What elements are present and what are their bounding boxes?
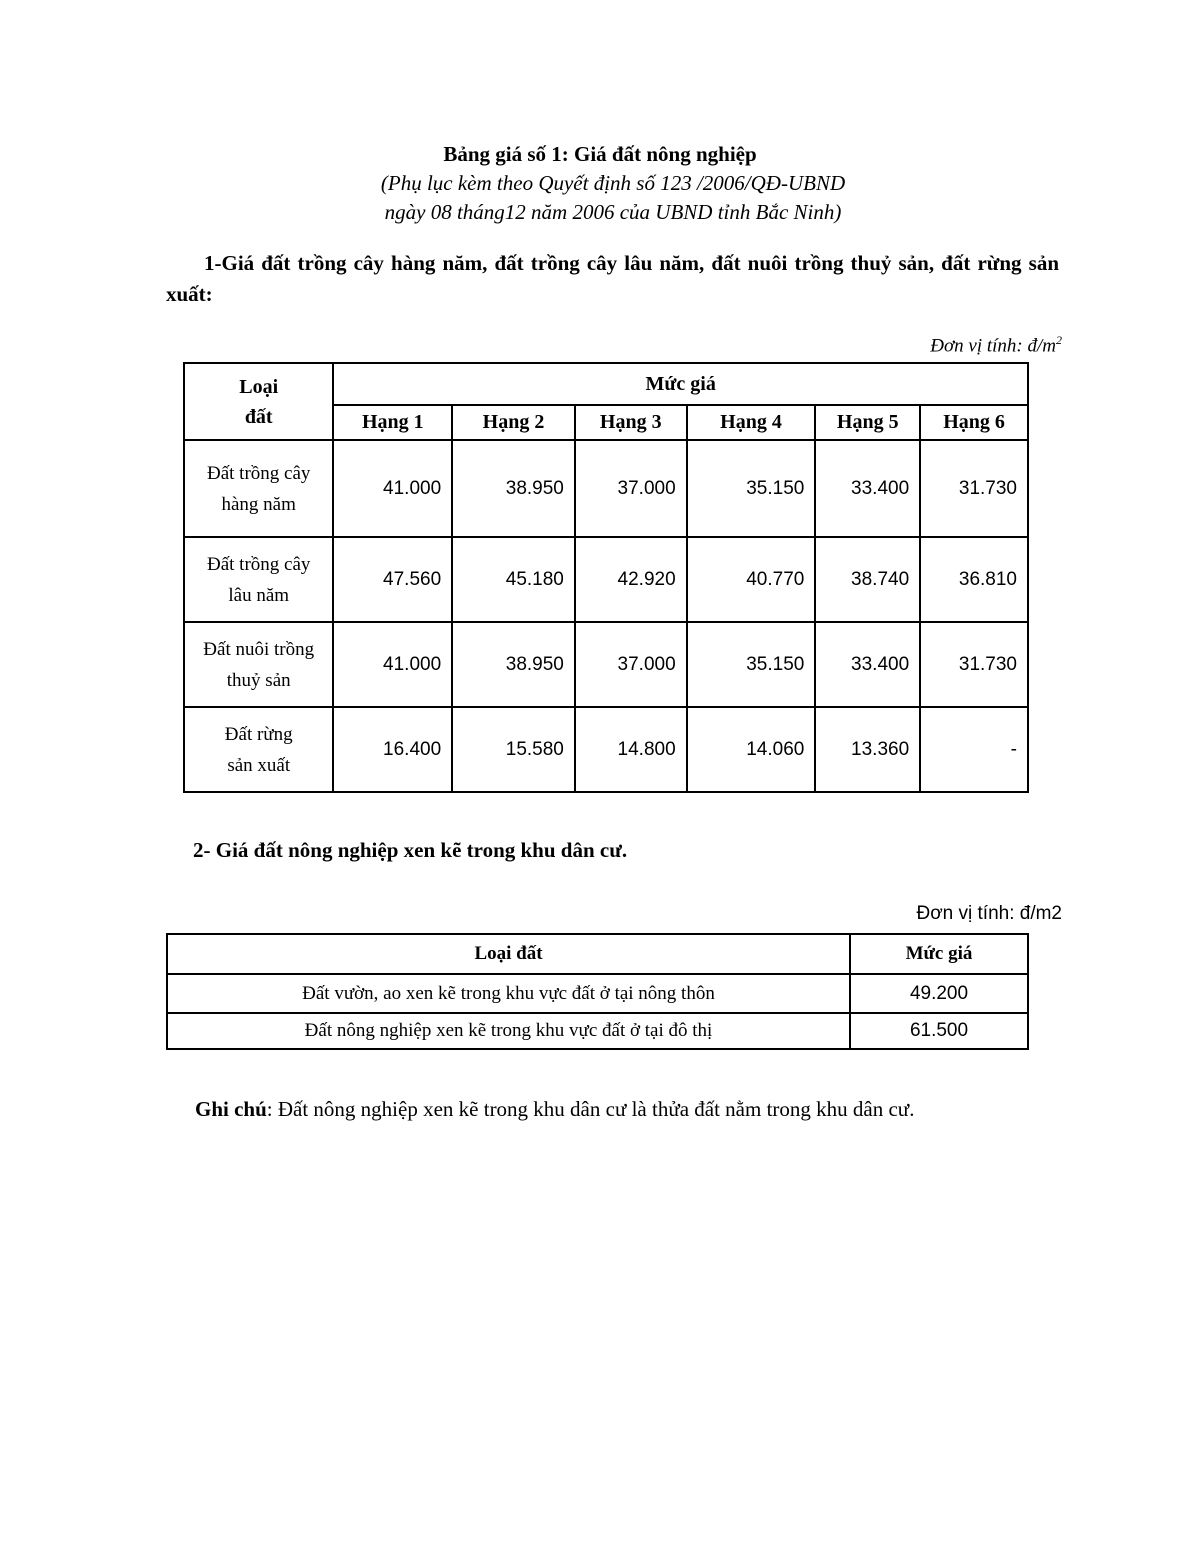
price-cell: 42.920 — [575, 537, 687, 622]
land-type-cell — [184, 537, 333, 622]
table-row — [167, 974, 1028, 1013]
price-cell: 15.580 — [452, 707, 575, 792]
price-cell: 40.770 — [687, 537, 816, 622]
note-text: : Đất nông nghiệp xen kẽ trong khu dân cư là thửa đất nằm trong khu dân cư. — [266, 1097, 915, 1121]
price-cell: 38.950 — [452, 622, 575, 707]
grade-header: Hạng 2 — [452, 405, 575, 440]
price-cell: 61.500 — [850, 1013, 1028, 1049]
land-type-line: sản xuất — [227, 754, 291, 776]
price-cell: 47.560 — [333, 537, 452, 622]
land-type-cell — [184, 440, 333, 537]
section-2-unit: Đơn vị tính: đ/m2 — [916, 903, 1062, 924]
table-row — [184, 622, 1028, 707]
table-header-row — [184, 363, 1028, 405]
price-cell: 49.200 — [850, 974, 1028, 1013]
price-header: Mức giá — [850, 934, 1028, 974]
section-1-unit-superscript: 2 — [1056, 333, 1062, 347]
section-2-heading: 2- Giá đất nông nghiệp xen kẽ trong khu dân cư. — [193, 838, 628, 862]
land-type-line: hàng năm — [221, 493, 296, 515]
land-type-line: Đất trồng cây — [207, 553, 311, 575]
note — [195, 1097, 914, 1122]
land-type-header — [184, 363, 333, 440]
table-row — [184, 537, 1028, 622]
land-type-line: Đất trồng cây — [207, 462, 311, 484]
price-cell: 41.000 — [333, 622, 452, 707]
section-1-unit-label: Đơn vị tính: đ/m — [930, 335, 1056, 357]
section-1-unit — [700, 333, 1062, 357]
land-type-header-line-2: đất — [244, 405, 273, 428]
price-cell: 31.730 — [920, 440, 1028, 537]
price-cell: 38.950 — [452, 440, 575, 537]
land-type-cell: Đất nông nghiệp xen kẽ trong khu vực đất ở tại đô thị — [167, 1013, 850, 1049]
price-level-header: Mức giá — [333, 363, 1028, 405]
price-cell: 13.360 — [815, 707, 920, 792]
grade-header: Hạng 6 — [920, 405, 1028, 440]
land-type-line: Đất nuôi trồng — [203, 638, 315, 660]
table-row — [184, 707, 1028, 792]
grade-header: Hạng 5 — [815, 405, 920, 440]
land-type-cell — [184, 622, 333, 707]
table-header-row — [167, 934, 1028, 974]
price-cell: - — [920, 707, 1028, 792]
price-cell: 45.180 — [452, 537, 575, 622]
price-cell: 37.000 — [575, 440, 687, 537]
price-cell: 16.400 — [333, 707, 452, 792]
grade-header: Hạng 3 — [575, 405, 687, 440]
land-type-line: lâu năm — [228, 584, 290, 606]
agricultural-land-price-table — [183, 362, 1029, 793]
price-cell: 41.000 — [333, 440, 452, 537]
price-cell: 14.800 — [575, 707, 687, 792]
doc-subtitle-line-1: (Phụ lục kèm theo Quyết định số 123 /2006/QĐ-UBND — [380, 171, 846, 195]
price-cell: 37.000 — [575, 622, 687, 707]
land-type-cell — [184, 707, 333, 792]
grade-header: Hạng 4 — [687, 405, 816, 440]
land-type-line: thuỷ sản — [226, 669, 291, 691]
land-type-line: Đất rừng — [224, 723, 293, 745]
price-cell: 36.810 — [920, 537, 1028, 622]
price-cell: 33.400 — [815, 622, 920, 707]
doc-title: Bảng giá số 1: Giá đất nông nghiệp — [443, 142, 757, 166]
price-cell: 33.400 — [815, 440, 920, 537]
price-cell: 35.150 — [687, 440, 816, 537]
grade-header: Hạng 1 — [333, 405, 452, 440]
price-cell: 38.740 — [815, 537, 920, 622]
doc-subtitle-line-2: ngày 08 tháng12 năm 2006 của UBND tỉnh Bắc Ninh) — [384, 200, 842, 224]
land-type-header-line-1: Loại — [239, 375, 279, 398]
section-1-heading: 1-Giá đất trồng cây hàng năm, đất trồng cây lâu năm, đất nuôi trồng thuỷ sản, đất rừng sản xuất: — [166, 251, 1059, 306]
table-row — [184, 440, 1028, 537]
mixed-residential-land-price-table — [166, 933, 1029, 1050]
land-type-cell: Đất vườn, ao xen kẽ trong khu vực đất ở tại nông thôn — [167, 974, 850, 1013]
price-cell: 14.060 — [687, 707, 816, 792]
price-cell: 31.730 — [920, 622, 1028, 707]
price-cell: 35.150 — [687, 622, 816, 707]
land-type-header: Loại đất — [167, 934, 850, 974]
table-row — [167, 1013, 1028, 1049]
note-label: Ghi chú — [195, 1097, 267, 1121]
